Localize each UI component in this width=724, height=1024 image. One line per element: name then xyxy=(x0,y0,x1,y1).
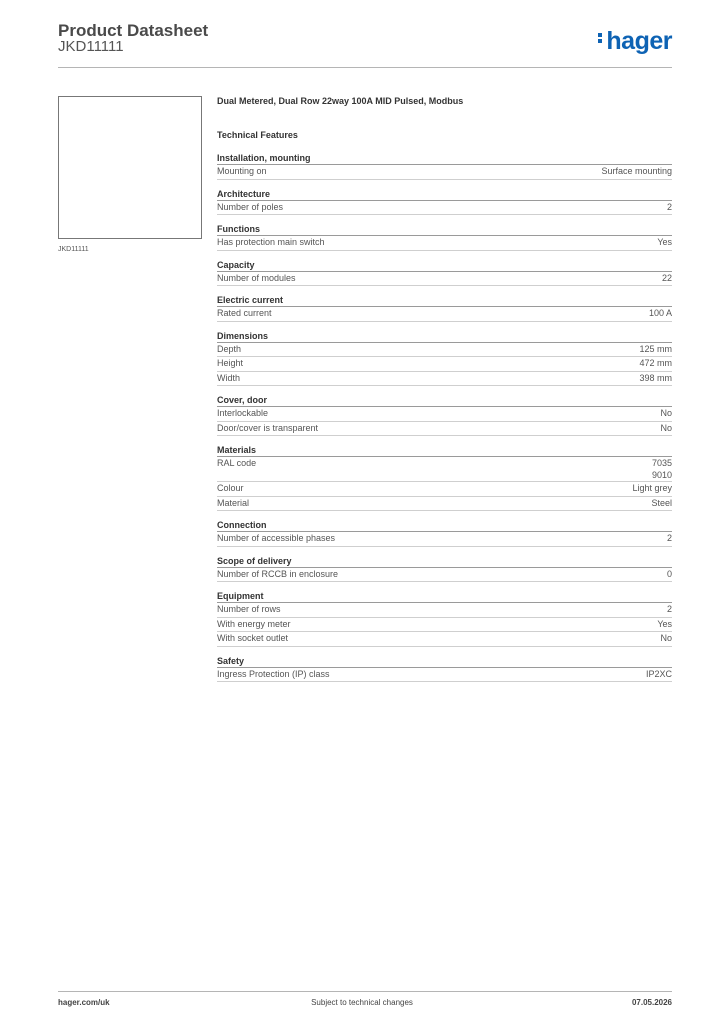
feature-key: Mounting on xyxy=(217,166,267,176)
feature-row xyxy=(217,457,672,482)
section-title: Safety xyxy=(217,656,672,668)
feature-value-line: 2 xyxy=(666,533,672,543)
feature-section xyxy=(217,295,672,322)
feature-value-line: Surface mounting xyxy=(601,166,672,176)
feature-value-line: 7035 xyxy=(651,458,672,468)
feature-row xyxy=(217,497,672,512)
feature-key: Has protection main switch xyxy=(217,237,325,247)
feature-key: Number of modules xyxy=(217,272,296,283)
feature-row xyxy=(217,343,672,358)
footer-website: hager.com/uk xyxy=(58,998,110,1007)
image-caption: JKD11111 xyxy=(58,246,89,253)
feature-value-line: IP2XC xyxy=(645,668,672,679)
feature-row xyxy=(217,668,672,683)
feature-row xyxy=(217,407,672,422)
feature-section xyxy=(217,153,672,180)
feature-value xyxy=(667,201,672,215)
section-title: Dimensions xyxy=(217,331,672,343)
feature-value-line: 2 xyxy=(666,604,672,614)
feature-value-line: 2 xyxy=(666,201,672,212)
section-title: Capacity xyxy=(217,260,672,272)
feature-section xyxy=(217,591,672,647)
feature-value-line: 9010 xyxy=(651,469,672,480)
footer-date: 07.05.2026 xyxy=(631,998,672,1007)
feature-section xyxy=(217,331,672,387)
feature-value-line: Steel xyxy=(651,497,672,508)
feature-key: Door/cover is transparent xyxy=(217,422,319,433)
feature-value xyxy=(660,632,672,646)
feature-row xyxy=(217,357,672,372)
feature-section xyxy=(217,189,672,216)
feature-key: Height xyxy=(217,358,244,368)
feature-value xyxy=(601,165,672,179)
feature-key: Number of poles xyxy=(217,201,284,212)
feature-value-line: Yes xyxy=(657,618,672,629)
feature-value xyxy=(632,482,672,496)
feature-key: Number of accessible phases xyxy=(217,533,336,543)
feature-row xyxy=(217,165,672,180)
section-title: Connection xyxy=(217,520,672,532)
section-title: Installation, mounting xyxy=(217,153,672,165)
feature-value-line: 100 A xyxy=(648,308,672,318)
feature-key: Width xyxy=(217,372,241,383)
feature-value-line: 125 mm xyxy=(639,343,672,354)
feature-value-line: Light grey xyxy=(632,483,672,493)
feature-value xyxy=(660,407,672,421)
feature-value-line: 398 mm xyxy=(639,372,672,383)
feature-key: Interlockable xyxy=(217,408,269,418)
feature-row xyxy=(217,482,672,497)
feature-row xyxy=(217,236,672,251)
feature-key: Number of rows xyxy=(217,604,281,614)
feature-value xyxy=(667,568,672,582)
header-divider xyxy=(58,67,672,68)
product-image xyxy=(58,96,202,239)
feature-row xyxy=(217,632,672,647)
feature-value xyxy=(651,497,672,511)
feature-value-line: Yes xyxy=(657,237,672,247)
feature-key: Material xyxy=(217,497,250,508)
feature-value xyxy=(649,307,672,321)
feature-value xyxy=(652,457,672,481)
feature-row xyxy=(217,307,672,322)
feature-value xyxy=(667,532,672,546)
feature-key: Ingress Protection (IP) class xyxy=(217,668,330,679)
feature-value xyxy=(660,422,672,436)
logo-text: hager xyxy=(606,27,672,55)
feature-value xyxy=(639,372,672,386)
feature-value-line: No xyxy=(660,633,672,643)
feature-section xyxy=(217,445,672,511)
feature-row xyxy=(217,532,672,547)
feature-row xyxy=(217,618,672,633)
section-title: Electric current xyxy=(217,295,672,307)
feature-key: Colour xyxy=(217,483,244,493)
footer-divider xyxy=(58,991,672,992)
hager-logo xyxy=(598,27,672,56)
feature-key: Depth xyxy=(217,343,242,354)
logo-dots-icon xyxy=(598,31,603,45)
footer-notice: Subject to technical changes xyxy=(311,998,413,1007)
feature-section xyxy=(217,556,672,583)
feature-value xyxy=(639,343,672,357)
feature-value-line: No xyxy=(660,422,672,433)
section-title: Functions xyxy=(217,224,672,236)
feature-section xyxy=(217,260,672,287)
feature-value xyxy=(662,272,672,286)
section-title: Equipment xyxy=(217,591,672,603)
section-title: Architecture xyxy=(217,189,672,201)
section-title: Cover, door xyxy=(217,395,672,407)
feature-key: Number of RCCB in enclosure xyxy=(217,568,339,579)
product-code: JKD11111 xyxy=(58,38,124,55)
feature-value-line: 0 xyxy=(666,568,672,579)
feature-value xyxy=(646,668,672,682)
feature-value-line: No xyxy=(660,408,672,418)
section-title: Scope of delivery xyxy=(217,556,672,568)
feature-key: Rated current xyxy=(217,308,272,318)
feature-row xyxy=(217,422,672,437)
page-title: Product Datasheet xyxy=(58,21,209,40)
datasheet-content xyxy=(217,96,672,682)
feature-sections xyxy=(217,153,672,682)
features-heading: Technical Features xyxy=(217,130,298,140)
feature-value xyxy=(657,236,672,250)
feature-value-line: 22 xyxy=(661,272,672,283)
feature-value xyxy=(657,618,672,632)
feature-row xyxy=(217,568,672,583)
feature-row xyxy=(217,201,672,216)
feature-row xyxy=(217,272,672,287)
feature-value xyxy=(667,603,672,617)
feature-row xyxy=(217,603,672,618)
product-title: Dual Metered, Dual Row 22way 100A MID Pulsed, Modbus xyxy=(217,96,464,106)
feature-key: With energy meter xyxy=(217,618,291,629)
feature-section xyxy=(217,395,672,436)
feature-section xyxy=(217,520,672,547)
feature-value xyxy=(639,357,672,371)
feature-row xyxy=(217,372,672,387)
feature-key: RAL code xyxy=(217,458,257,468)
section-title: Materials xyxy=(217,445,672,457)
feature-key: With socket outlet xyxy=(217,633,289,643)
feature-value-line: 472 mm xyxy=(639,358,672,368)
feature-section xyxy=(217,656,672,683)
feature-section xyxy=(217,224,672,251)
